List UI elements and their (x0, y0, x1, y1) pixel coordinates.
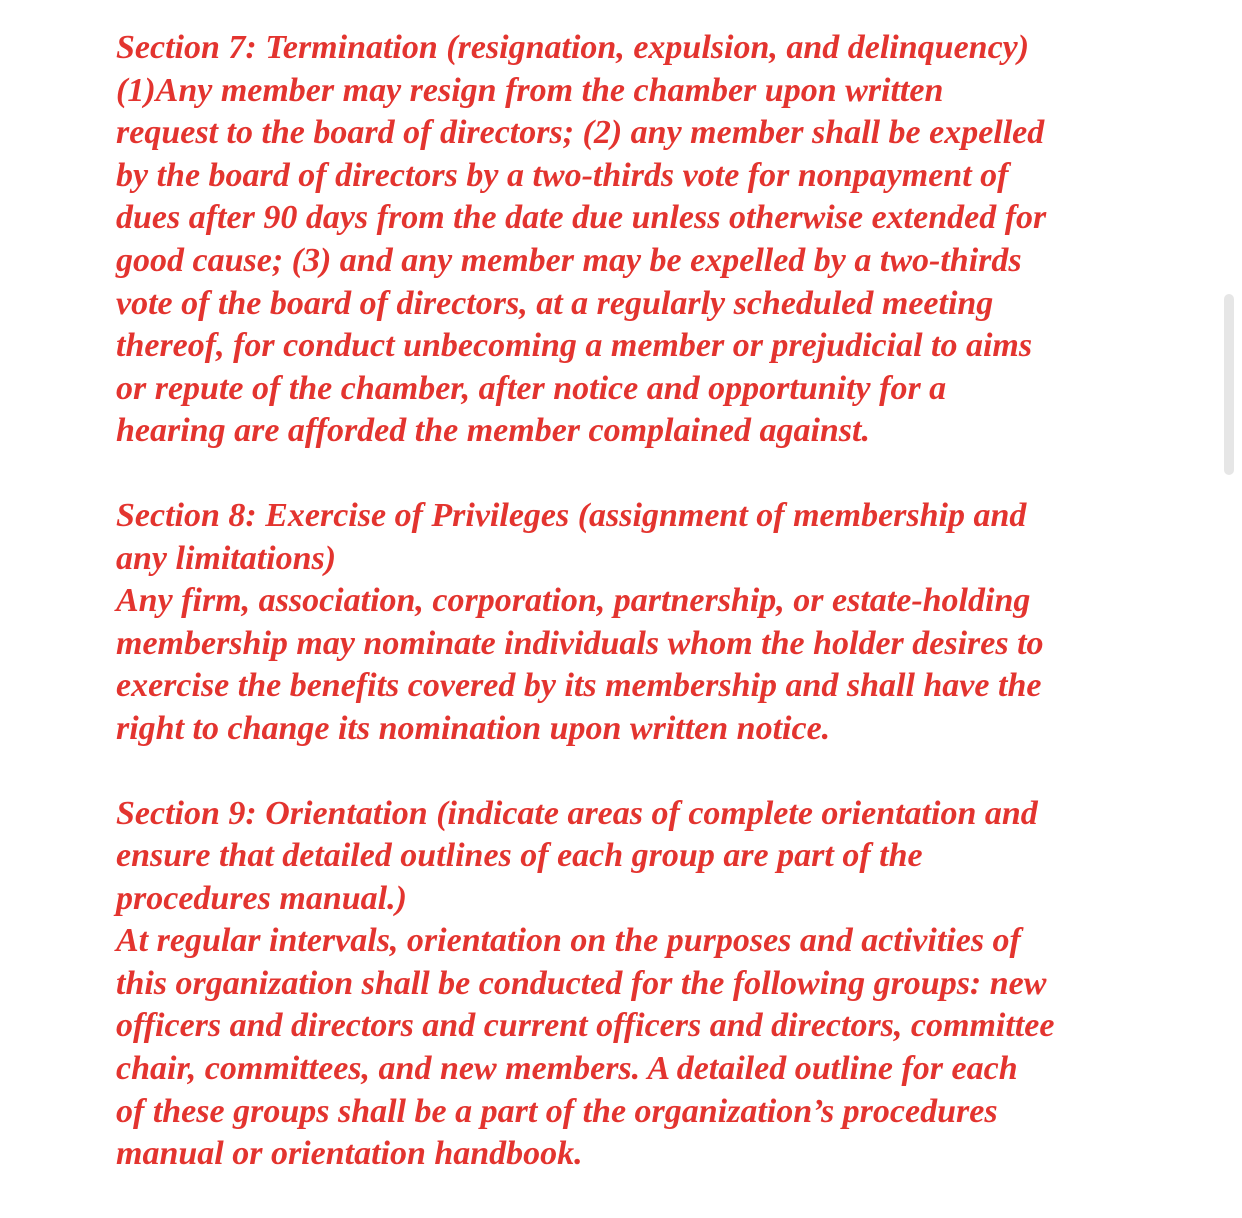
section-7-heading: Section 7: Termination (resignation, expulsion, and delinquency) (116, 29, 1030, 66)
section-9-text-line: this organization shall be conducted for the following groups: new (116, 964, 1047, 1002)
section-8-text-line: Any firm, association, corporation, partnership, or estate-holding (116, 582, 1031, 620)
section-7 (116, 27, 1136, 453)
section-7-text-line: good cause; (3) and any member may be expelled by a two-thirds (116, 241, 1022, 279)
section-7-text-line: or repute of the chamber, after notice and opportunity for a (116, 369, 947, 407)
section-8-text-line: exercise the benefits covered by its membership and shall have the (116, 667, 1042, 705)
section-9-text-line: of these groups shall be a part of the organization’s procedures (116, 1092, 998, 1130)
section-9-heading-continued: ensure that detailed outlines of each group are part of the (116, 837, 923, 875)
section-7-text-line: request to the board of directors; (2) any member shall be expelled (116, 114, 1045, 152)
section-8 (116, 495, 1136, 751)
section-9-heading: Section 9: Orientation (indicate areas of complete orientation and (116, 794, 1038, 832)
section-8-heading: Section 8: Exercise of Privileges (assignment of membership and (116, 496, 1027, 534)
section-7-text-line: by the board of directors by a two-thirds vote for nonpayment of (116, 156, 1009, 194)
section-9-text-line: At regular intervals, orientation on the purposes and activities of (116, 922, 1021, 960)
document-body (116, 27, 1136, 1218)
vertical-scrollbar[interactable] (1224, 294, 1234, 475)
section-9-text-line: manual or orientation handbook. (116, 1135, 583, 1173)
section-7-text-line: vote of the board of directors, at a regularly scheduled meeting (116, 284, 994, 322)
section-7-text-line: dues after 90 days from the date due unless otherwise extended for (116, 199, 1047, 237)
section-8-heading-continued: any limitations) (116, 539, 337, 577)
section-8-text-line: membership may nominate individuals whom the holder desires to (116, 624, 1044, 662)
section-8-text-line: right to change its nomination upon written notice. (116, 709, 831, 747)
section-9-text-line: chair, committees, and new members. A detailed outline for each (116, 1050, 1018, 1088)
section-7-text-line: (1)Any member may resign from the chamber upon written (116, 71, 944, 109)
section-7-text-line: thereof, for conduct unbecoming a member or prejudicial to aims (116, 327, 1033, 365)
section-9-text-line: officers and directors and current officers and directors, committee (116, 1007, 1055, 1045)
section-7-text-line: hearing are afforded the member complained against. (116, 412, 870, 450)
section-9 (116, 793, 1136, 1176)
section-9-heading-continued: procedures manual.) (116, 879, 407, 917)
